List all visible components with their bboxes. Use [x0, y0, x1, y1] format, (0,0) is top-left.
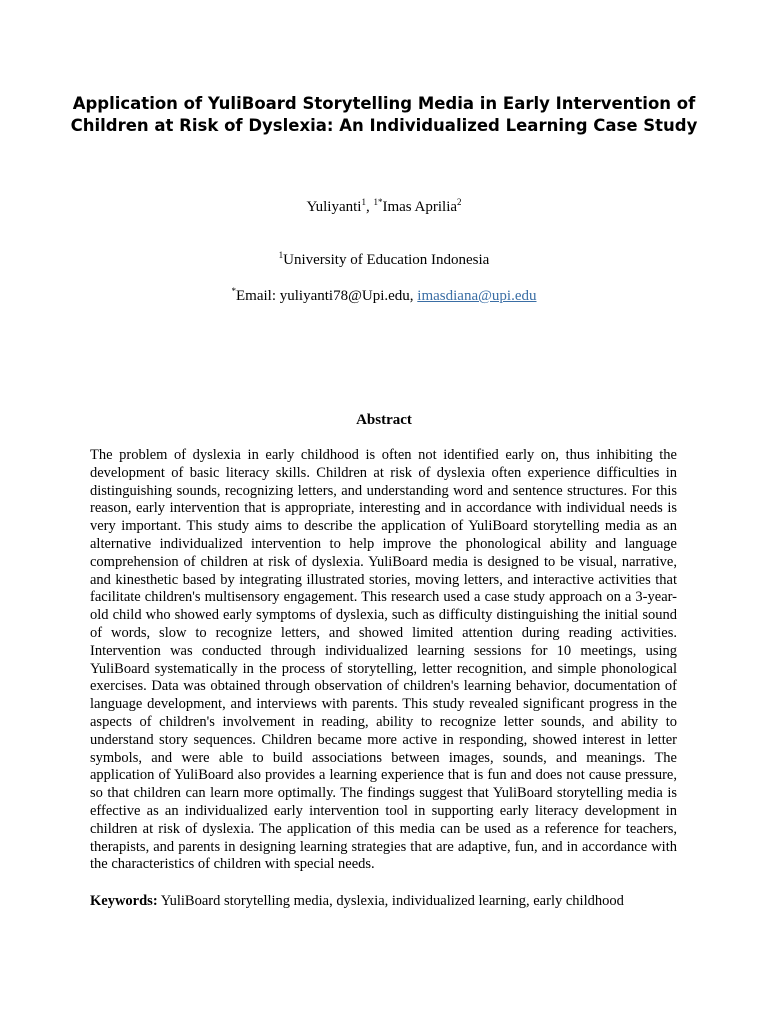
- abstract-body: The problem of dyslexia in early childhood is often not identified early on, thus inhibiting the development of basic literacy skills. Children at risk of dyslexia often experience difficulties in distinguishing sounds, recognizing letters, and understanding word and sentence structures. For this reason, early intervention that is appropriate, interesting and in accordance with individual needs is very important. This study aims to describe the application of YuliBoard storytelling media as an alternative individualized intervention to help improve the phonological ability and language comprehension of children at risk of dyslexia. YuliBoard media is designed to be visual, narrative, and kinesthetic based by integrating illustrated stories, moving letters, and interactive activities that facilitate children's multisensory engagement. This research used a case study approach on a 3-year-old child who showed early symptoms of dyslexia, such as difficulty distinguishing the initial sound of words, slow to recognize letters, and showed limited attention during reading activities. Intervention was conducted through individualized learning sessions for 10 meetings, using YuliBoard systematically in the process of storytelling, letter recognition, and simple phonological exercises. Data was obtained through observation of children's learning behavior, documentation of language development, and interviews with parents. This study revealed significant progress in the aspects of children's involvement in reading, ability to recognize letter sounds, and ability to understand story sequences. Children became more active in responding, showed interest in letter symbols, and were able to build associations between images, sounds, and meanings. The application of YuliBoard also provides a learning experience that is fun and does not cause pressure, so that children can learn more optimally. The findings suggest that YuliBoard storytelling media is effective as an individualized early intervention tool in supporting early literacy development in children at risk of dyslexia. The application of this media can be used as a reference for teachers, therapists, and parents in designing learning strategies that are adaptive, fun, and in accordance with the characteristics of children with special needs.: [90, 447, 677, 873]
- keywords-label: Keywords:: [90, 893, 158, 909]
- author-list: [0, 197, 768, 217]
- paper-title: Application of YuliBoard Storytelling Media in Early Intervention of Children at Risk of Dyslexia: An Individualized Learning Case Study: [70, 94, 698, 135]
- abstract-heading: Abstract: [356, 412, 412, 428]
- email-label: Email: yuliyanti78@Upi.edu,: [236, 288, 418, 304]
- email-link[interactable]: imasdiana@upi.edu: [417, 288, 537, 304]
- author-affiliation-mark: 1*: [373, 197, 383, 207]
- keywords-text: YuliBoard storytelling media, dyslexia, individualized learning, early childhood: [157, 893, 624, 909]
- author-affiliation-mark: 2: [457, 197, 462, 207]
- affiliation: [0, 250, 768, 270]
- author-name: Imas Aprilia: [382, 199, 458, 215]
- author-name: Yuliyanti: [306, 199, 362, 215]
- keywords-line: [90, 892, 677, 910]
- email-mark: *: [231, 286, 236, 296]
- email-line: [0, 286, 768, 306]
- affiliation-mark: 1: [278, 250, 284, 260]
- author-separator: ,: [365, 199, 374, 215]
- affiliation-text: University of Education Indonesia: [283, 252, 490, 268]
- author-affiliation-mark: 1: [361, 197, 366, 207]
